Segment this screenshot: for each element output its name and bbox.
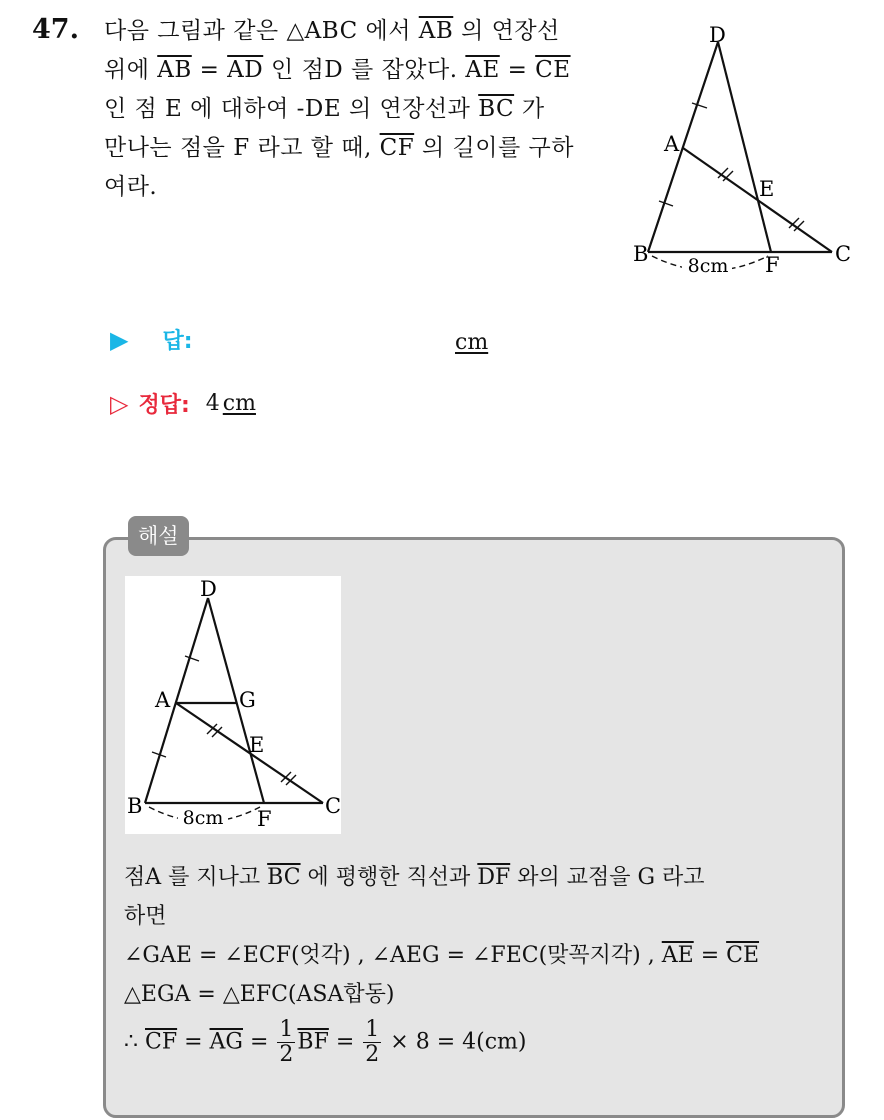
tick-ad [692,103,707,108]
vertex-c: C [325,794,341,818]
text-segment: 위에 [104,57,158,83]
vertex-d: D [709,23,726,47]
vertex-e: E [249,733,265,757]
vertex-a: A [664,132,680,156]
question-line-4 [104,129,614,168]
segment-cf: $\overline{CF}$ [379,135,415,161]
measure-label: 8cm [182,807,224,829]
segment-ae: $\overline{AE}$ [661,943,694,968]
solution-tag: 해설 [128,516,189,556]
vertex-c: C [835,242,852,266]
segment-ae: $\overline{AE}$ [465,57,500,83]
segment-ag: $\overline{AG}$ [209,1029,243,1055]
segment-cf: $\overline{CF}$ [145,1029,178,1055]
equals-sign: = [191,57,228,83]
vertex-g: G [239,688,256,712]
fraction-numerator: 1 [279,1017,294,1042]
play-icon: ▶ [110,325,129,354]
segment-bc: $\overline{BC}$ [267,865,301,890]
question-line-3 [104,90,614,129]
text-segment: × 8 = 4(cm) [383,1029,527,1055]
correct-answer-label: 정답: [138,393,190,418]
segment-ce: $\overline{CE}$ [726,943,760,968]
fraction-numerator: 1 [365,1017,380,1042]
text-segment: 만나는 점을 F 라고 할 때, [104,135,380,161]
vertex-e: E [759,177,775,201]
fraction-half [363,1018,381,1067]
solution-line-1 [124,858,824,897]
fraction-denominator: 2 [365,1042,380,1067]
equals-sign: = [328,1029,362,1055]
correct-value-unit: cm [222,391,256,416]
fraction-denominator: 2 [279,1042,294,1067]
fraction-half [277,1018,295,1067]
solution-line-4: △EGA = △EFC(ASA합동) [124,982,395,1007]
text-segment: ∠GAE = ∠ECF(엇각) , ∠AEG = ∠FEC(맞꼭지각) , [124,943,662,968]
measure-label: 8cm [687,255,729,273]
text-segment: 에 평행한 직선과 [300,865,478,890]
line-df [718,42,771,252]
vertex-d: D [200,577,217,601]
answer-row [110,324,193,355]
question-line-5: 여라. [104,174,158,200]
vertex-b: B [127,794,143,818]
answer-label: 답: [162,329,193,354]
segment-bf: $\overline{BF}$ [297,1029,329,1055]
equals-sign: = [243,1029,276,1055]
tick-marks [659,103,804,231]
solution-figure [125,576,341,834]
outline-play-icon: ▷ [110,389,129,418]
text-segment: 가 [514,96,545,122]
vertex-a: A [155,688,171,712]
question-number: 47. [32,14,79,45]
question-text [104,12,614,207]
text-segment: 와의 교점을 G 라고 [510,865,705,890]
segment-ad: $\overline{AD}$ [227,57,264,83]
question-line-1 [104,12,614,51]
segment-ab: $\overline{AB}$ [157,57,192,83]
line-db [648,42,718,252]
text-segment: 인 점 E 에 대하여 -DE 의 연장선과 [104,96,479,122]
solution-line-2: 하면 [124,904,167,929]
correct-answer-row [110,388,256,419]
text-segment: 의 길이를 구하 [414,135,574,161]
text-segment: 다음 그림과 같은 △ABC 에서 [104,18,419,44]
vertex-f: F [765,253,780,273]
solution-text [124,858,824,1067]
equals-sign: = [499,57,536,83]
triangle-figure [620,18,860,273]
answer-unit[interactable]: cm [455,330,489,355]
vertex-b: B [633,242,649,266]
equals-sign: = [177,1029,210,1055]
segment-ce: $\overline{CE}$ [535,57,571,83]
segment-bc: $\overline{BC}$ [478,96,515,122]
equals-sign: = [693,943,727,968]
text-segment: 의 연장선 [453,18,560,44]
correct-answer-value [206,391,256,416]
segment-ab: $\overline{AB}$ [418,18,454,44]
tick-ab [659,201,673,206]
correct-value-number: 4 [205,391,220,416]
text-segment: 점A 를 지나고 [124,865,268,890]
therefore-sign: ∴ [124,1029,145,1055]
segment-df: $\overline{DF}$ [477,865,511,890]
text-segment: 인 점D 를 잡았다. [263,57,466,83]
solution-line-5 [124,1018,824,1067]
question-line-2 [104,51,614,90]
solution-line-3 [124,936,824,975]
vertex-f: F [257,807,272,831]
